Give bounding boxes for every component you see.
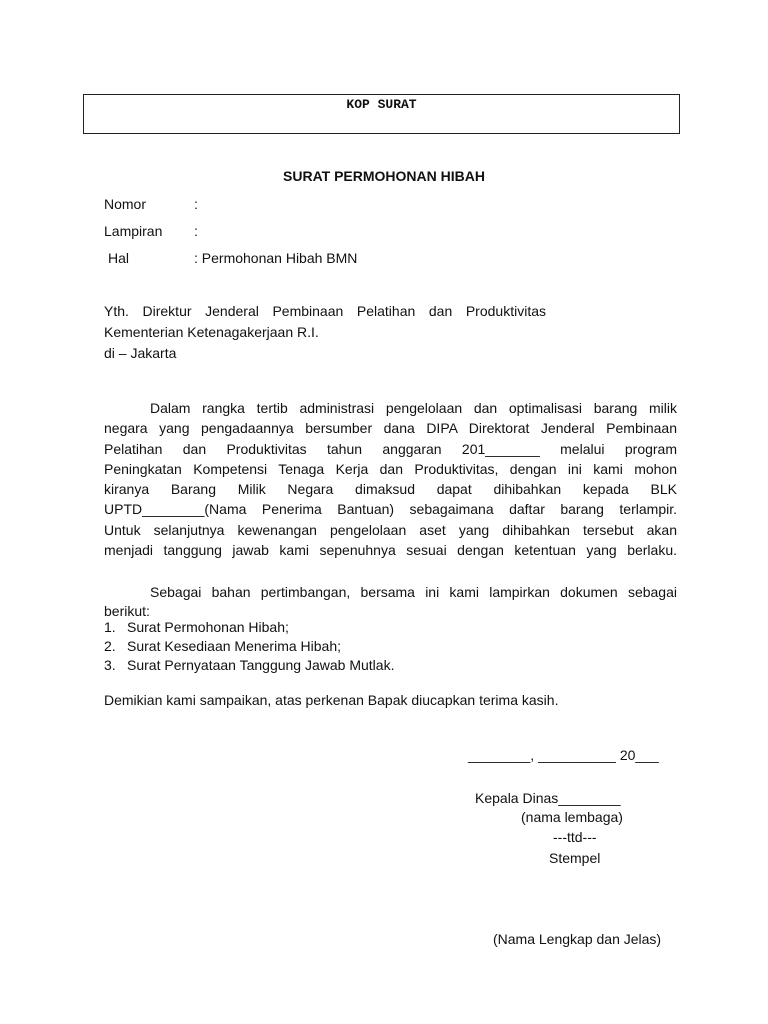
institution-name: (nama lembaga) [521, 809, 623, 825]
nomor-label: Nomor [104, 196, 147, 212]
para1-line: Peningkatan Kompetensi Tenaga Kerja dan Produktivitas, dengan ini kami mohon [104, 460, 677, 477]
letterhead-title: KOP SURAT [346, 97, 417, 112]
nomor-value: : [194, 196, 198, 212]
hal-label: Hal [108, 250, 130, 266]
lampiran-label: Lampiran [104, 223, 163, 239]
closing-sentence: Demikian kami sampaikan, atas perkenan Bapak diucapkan terima kasih. [104, 692, 559, 708]
para1-line: UPTD________(Nama Penerima Bantuan) sebagaimana daftar barang terlampir. [104, 501, 677, 518]
list-item [104, 638, 342, 654]
para1-line: Dalam rangka tertib administrasi pengelolaan dan optimalisasi barang milik [150, 400, 677, 416]
date-line: ________, __________ 20___ [468, 747, 659, 763]
recipient-line-1: Yth. Direktur Jenderal Pembinaan Pelatihan dan Produktivitas [104, 303, 546, 319]
signatory-position: Kepala Dinas________ [475, 790, 621, 806]
list-item [104, 619, 289, 635]
lampiran-value: : [194, 223, 198, 239]
signatory-name: (Nama Lengkap dan Jelas) [493, 931, 662, 947]
list-item-text: Surat Permohonan Hibah; [127, 619, 289, 635]
list-item [104, 657, 395, 673]
recipient-line-2: Kementerian Ketenagakerjaan R.I. [104, 324, 319, 340]
stamp-placeholder: Stempel [549, 850, 601, 866]
para1-line: Pelatihan dan Produktivitas tahun anggaran 201_______ melalui program [104, 440, 677, 457]
para2-line: Sebagai bahan pertimbangan, bersama ini kami lampirkan dokumen sebagai [150, 584, 677, 600]
para1-line: Untuk selanjutnya kewenangan pengelolaan aset yang dihibahkan tersebut akan [104, 521, 677, 538]
hal-value: : Permohonan Hibah BMN [194, 250, 358, 266]
letter-title: SURAT PERMOHONAN HIBAH [283, 168, 485, 184]
signature-placeholder: ---ttd--- [553, 829, 597, 845]
para1-line: negara yang pengadaannya bersumber dana DIPA Direktorat Jenderal Pembinaan [104, 420, 677, 437]
letterhead-box [83, 94, 680, 134]
para1-line: menjadi tanggung jawab kami sepenuhnya sesuai dengan ketentuan yang berlaku. [104, 542, 677, 559]
list-item-number: 2. [104, 638, 116, 654]
para1-line: kiranya Barang Milik Negara dimaksud dapat dihibahkan kepada BLK [104, 481, 677, 498]
body-paragraph-1 [104, 398, 677, 560]
body-paragraph-2 [104, 582, 677, 621]
para2-line: berikut: [104, 603, 150, 620]
list-item-number: 1. [104, 619, 116, 635]
list-item-text: Surat Kesediaan Menerima Hibah; [127, 638, 342, 654]
recipient-line-3: di – Jakarta [104, 345, 177, 361]
list-item-number: 3. [104, 657, 116, 673]
list-item-text: Surat Pernyataan Tanggung Jawab Mutlak. [127, 657, 395, 673]
